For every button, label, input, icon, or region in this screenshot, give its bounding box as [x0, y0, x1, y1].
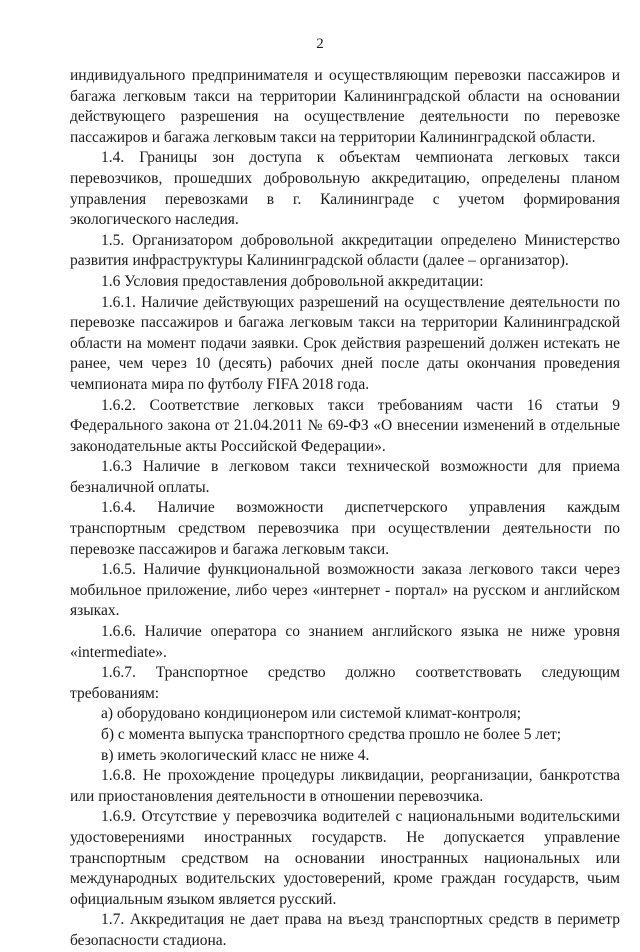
list-item-a: а) оборудовано кондиционером или системой климат-контроля; — [101, 705, 522, 723]
paragraph-1-6-1: 1.6.1. Наличие действующих разрешений на осуществление деятельности по перевозке пассажиров и багажа легковым такси на территории Калининградской области на момент подачи заявки. Срок действия разрешений должен истекать не ранее, чем через 10 (десять) рабочих дней после даты окончания проведения чемпионата мира по футболу FIFA 2018 года. — [70, 293, 620, 393]
paragraph-1-6-4: 1.6.4. Наличие возможности диспетчерского управления каждым транспортным средством перевозчика при осуществлении деятельности по перевозке пассажиров и багажа легковым такси. — [70, 499, 620, 558]
paragraph-1-6-7: 1.6.7. Транспортное средство должно соответствовать следующим требованиям: — [70, 664, 620, 702]
paragraph-1-6: 1.6 Условия предоставления добровольной аккредитации: — [101, 272, 484, 290]
document-body — [70, 66, 620, 952]
paragraph-1-6-8: 1.6.8. Не прохождение процедуры ликвидации, реорганизации, банкротства или приостановления деятельности в отношении перевозчика. — [70, 767, 620, 805]
paragraph-1-6-3: 1.6.3 Наличие в легковом такси технической возможности для приема безналичной оплаты. — [70, 458, 620, 496]
paragraph-1-6-6: 1.6.6. Наличие оператора со знанием английского языка не ниже уровня «intermediate». — [70, 623, 620, 661]
paragraph-1-6-9: 1.6.9. Отсутствие у перевозчика водителей с национальными водительскими удостоверениями иностранных государств. Не допускается управление транспортным средством на основании иностранных национальных или международных водительских удостоверений, кроме граждан государств, чьим официальным языком является русский. — [70, 808, 620, 908]
paragraph-1-6-5: 1.6.5. Наличие функциональной возможности заказа легкового такси через мобильное приложение, либо через «интернет - портал» на русском и английском языках. — [70, 561, 620, 620]
page-number: 2 — [316, 36, 324, 52]
paragraph-continuation: индивидуального предпринимателя и осуществляющим перевозки пассажиров и багажа легковым такси на территории Калининградской области на основании действующего разрешения на осуществление деятельности по перевозке пассажиров и багажа легковым такси на территории Калининградской области. — [70, 67, 620, 146]
list-item-b: б) с момента выпуска транспортного средства прошло не более 5 лет; — [101, 726, 562, 743]
paragraph-1-7: 1.7. Аккредитация не дает права на въезд транспортных средств в периметр безопасности стадиона. — [70, 911, 620, 949]
paragraph-1-4: 1.4. Границы зон доступа к объектам чемпионата легковых такси перевозчиков, прошедших добровольную аккредитацию, определены планом управления перевозками в г. Калининграде с учетом формирования экологического наследия. — [70, 149, 620, 229]
list-item-c: в) иметь экологический класс не ниже 4. — [101, 746, 370, 764]
paragraph-1-6-2: 1.6.2. Соответствие легковых такси требованиям части 16 статьи 9 Федерального закона от 21.04.2011 № 69-ФЗ «О внесении изменений в отдельные законодательные акты Российской Федерации». — [70, 396, 620, 455]
paragraph-1-5: 1.5. Организатором добровольной аккредитации определено Министерство развития инфраструктуры Калининградской области (далее – организатор). — [70, 231, 620, 270]
